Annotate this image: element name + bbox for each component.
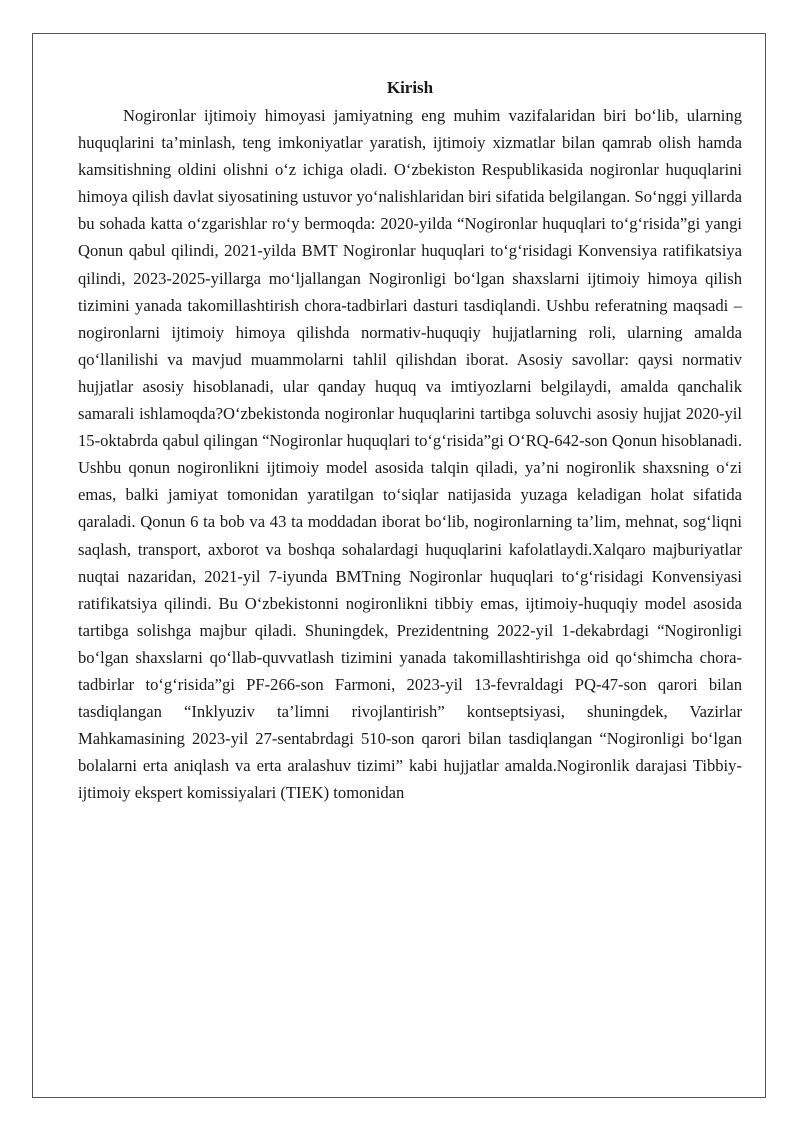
document-content	[78, 74, 742, 806]
section-title: Kirish	[386, 78, 434, 97]
body-paragraph: Nogironlar ijtimoiy himoyasi jamiyatning eng muhim vazifalaridan biri bo‘lib, ularning huquqlarini ta’minlash, teng imkoniyatlar yaratish, ijtimoiy xizmatlar bilan qamrab olish hamda kamsitishning oldini olishni o‘z ichiga oladi. O‘zbekiston Respublikasida nogironlar huquqlarini himoya qilish davlat siyosatining ustuvor yo‘nalishlaridan biri sifatida belgilangan. So‘nggi yillarda bu sohada katta o‘zgarishlar ro‘y bermoqda: 2020-yilda “Nogironlar huquqlari to‘g‘risida”gi yangi Qonun qabul qilindi, 2021-yilda BMT Nogironlar huquqlari to‘g‘risidagi Konvensiya ratifikatsiya qilindi, 2023-2025-yillarga mo‘ljallangan Nogironligi bo‘lgan shaxslarni ijtimoiy himoya qilish tizimini yanada takomillashtirish chora-tadbirlari dasturi tasdiqlandi. Ushbu referatning maqsadi – nogironlarni ijtimoiy himoya qilishda normativ-huquqiy hujjatlarning roli, ularning amalda qo‘llanilishi va mavjud muammolarni tahlil qilishdan iborat. Asosiy savollar: qaysi normativ hujjatlar asosiy hisoblanadi, ular qanday huquq va imtiyozlarni belgilaydi, amalda qanchalik samarali ishlamoqda?O‘zbekistonda nogironlar huquqlarini tartibga soluvchi asosiy hujjat 2020-yil 15-oktabrda qabul qilingan “Nogironlar huquqlari to‘g‘risida”gi O‘RQ-642-son Qonun hisoblanadi. Ushbu qonun nogironlikni ijtimoiy model asosida talqin qiladi, ya’ni nogironlik shaxsning o‘zi emas, balki jamiyat tomonidan yaratilgan to‘siqlar natijasida yuzaga keladigan holat sifatida qaraladi. Qonun 6 ta bob va 43 ta moddadan iborat bo‘lib, nogironlarning ta’lim, mehnat, sog‘liqni saqlash, transport, axborot va boshqa sohalardagi huquqlarini kafolatlaydi.Xalqaro majburiyatlar nuqtai nazaridan, 2021-yil 7-iyunda BMTning Nogironlar huquqlari to‘g‘risidagi Konvensiyasi ratifikatsiya qilindi. Bu O‘zbekistonni nogironlikni tibbiy emas, ijtimoiy-huquqiy model asosida tartibga solishga majbur qiladi. Shuningdek, Prezidentning 2022-yil 1-dekabrdagi “Nogironligi bo‘lgan shaxslarni qo‘llab-quvvatlash tizimini yanada takomillashtirishga oid qo‘shimcha chora-tadbirlar to‘g‘risida”gi PF-266-son Farmoni, 2023-yil 13-fevraldagi PQ-47-son qarori bilan tasdiqlangan “Inklyuziv ta’limni rivojlantirish” kontseptsiyasi, shuningdek, Vazirlar Mahkamasining 2023-yil 27-sentabrdagi 510-son qarori bilan tasdiqlangan “Nogironligi bo‘lgan bolalarni erta aniqlash va erta aralashuv tizimi” kabi hujjatlar amalda.Nogironlik darajasi Tibbiy-ijtimoiy ekspert komissiyalari (TIEK) tomonidan	[78, 106, 742, 803]
